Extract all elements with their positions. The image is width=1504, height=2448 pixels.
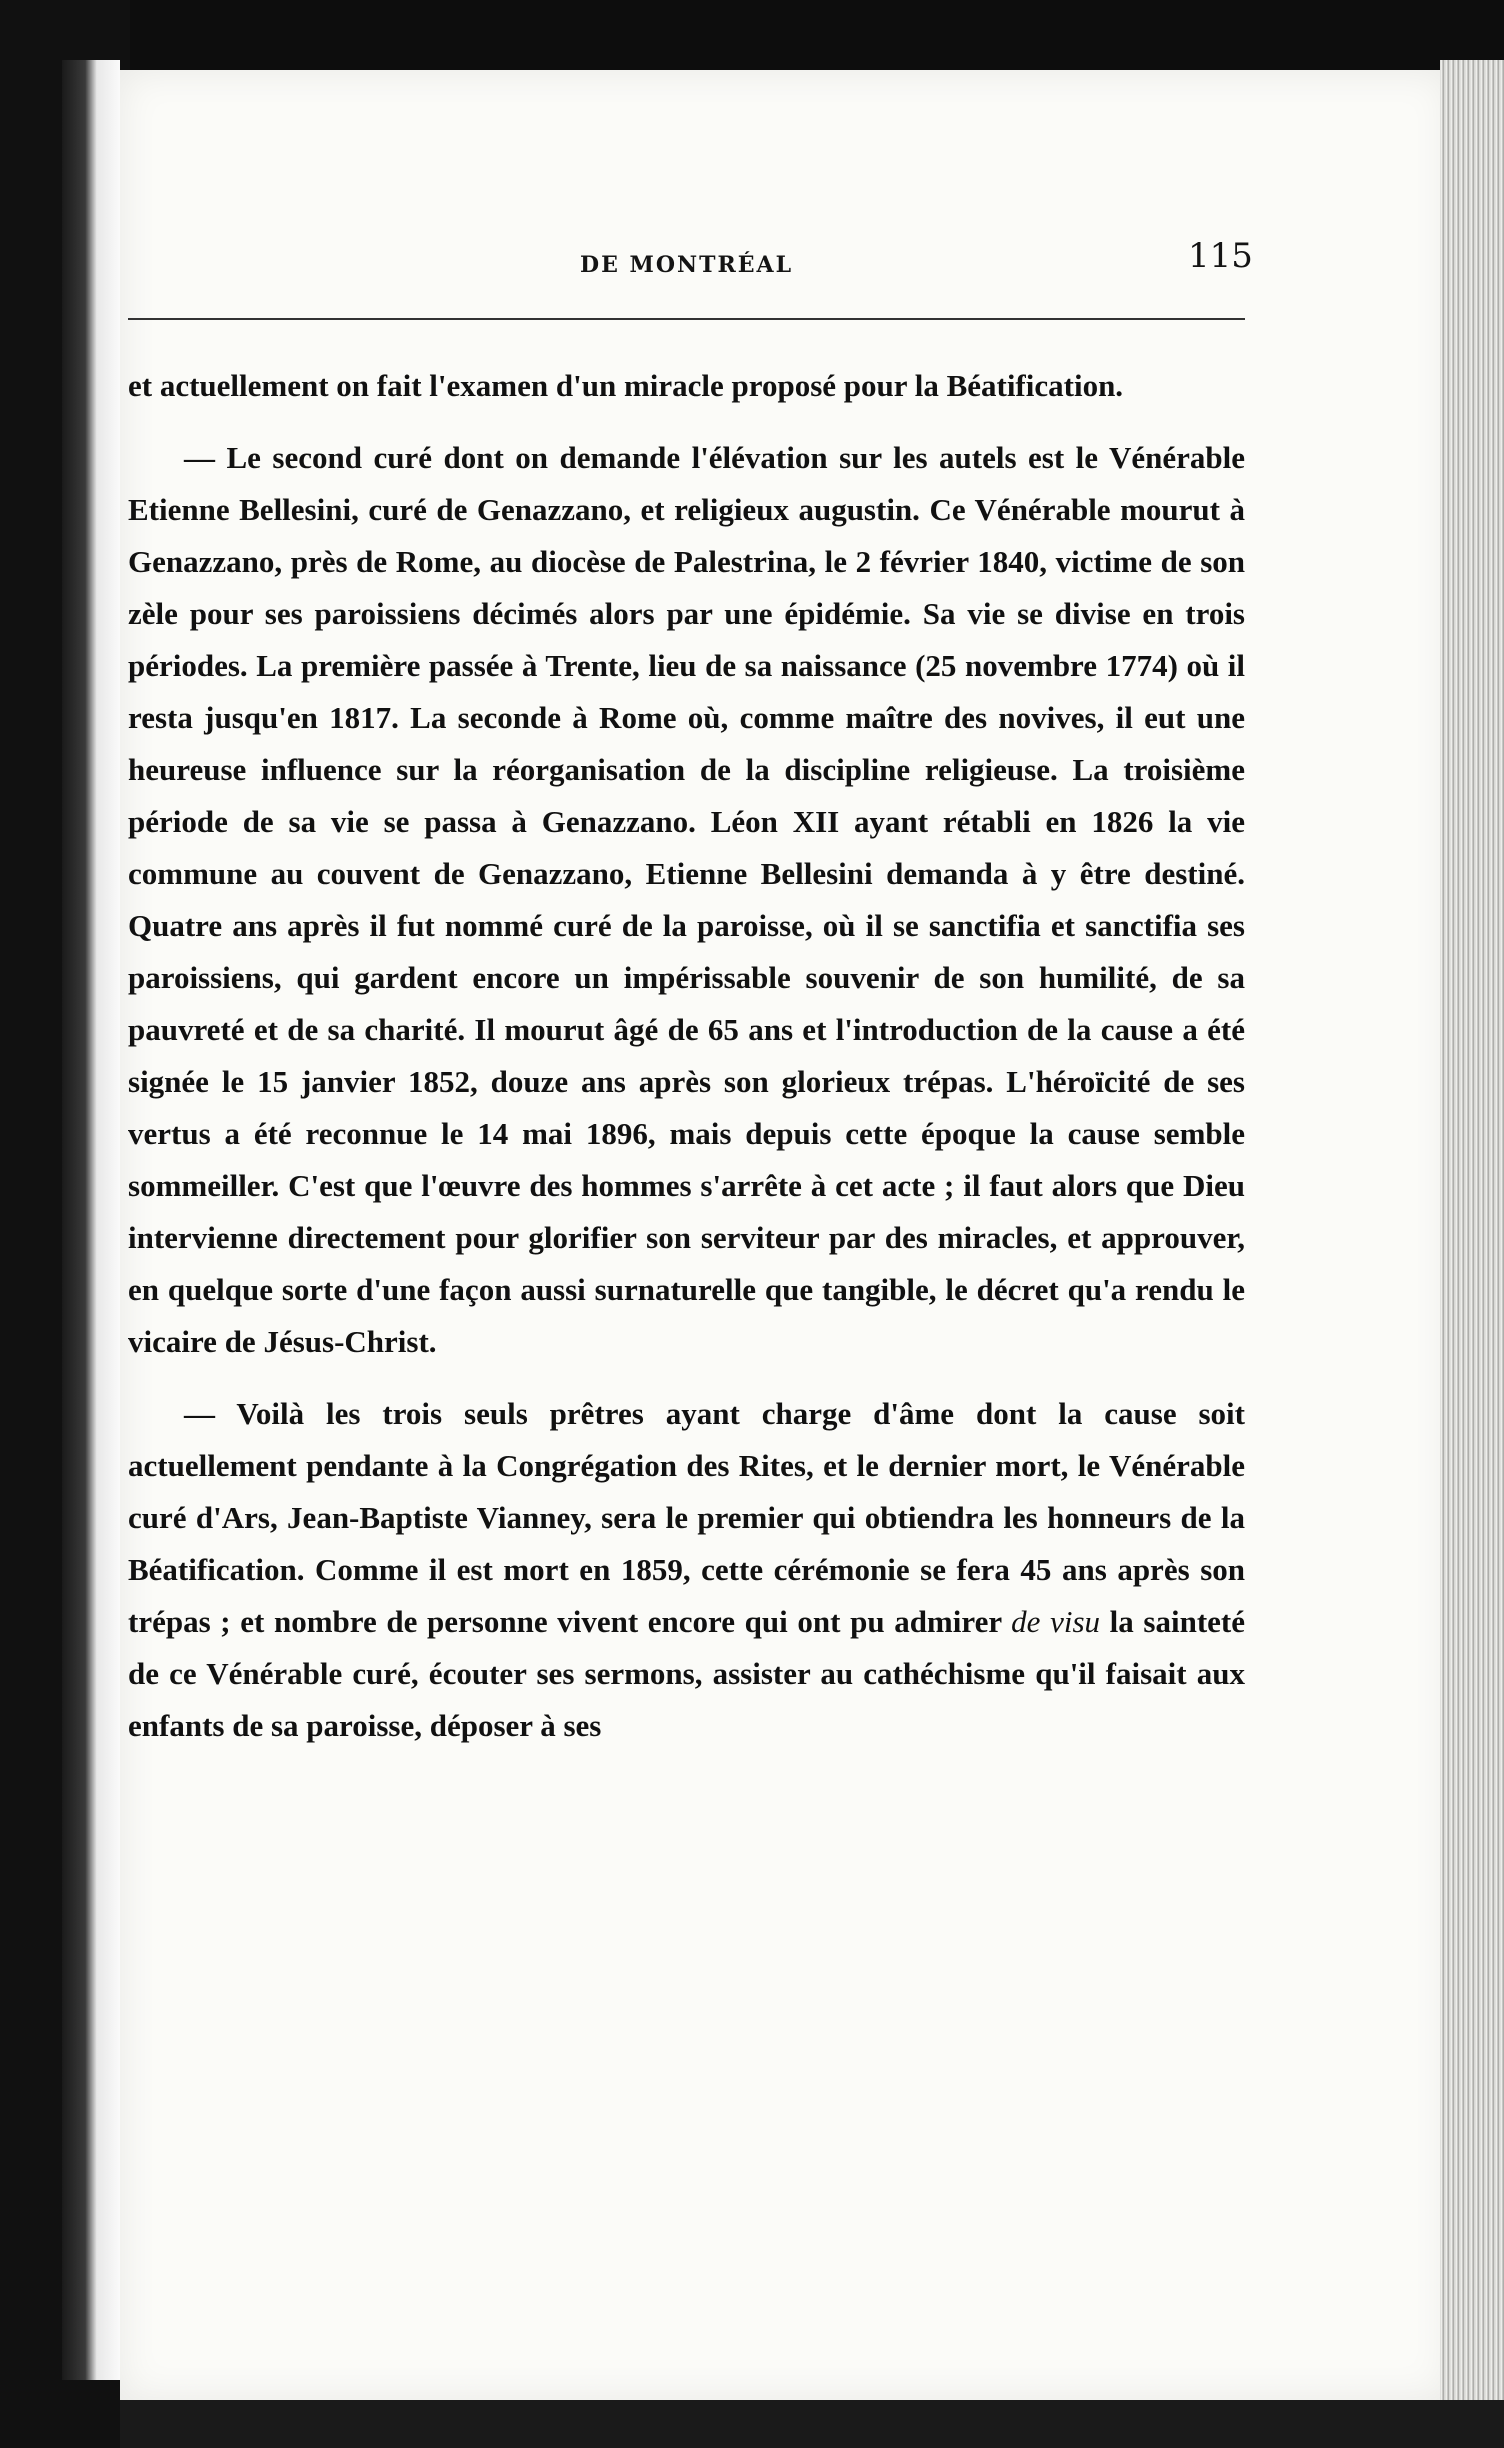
paragraph-3-italic-phrase: de visu [1011, 1604, 1101, 1639]
paragraph-3-text-end: la sainteté de ce Vénérable curé, écouter ses sermons, assister au cathéchisme qu'il faisait aux enfants de sa paroisse, déposer à ses [128, 1604, 1245, 1743]
bottom-shadow [120, 2400, 1504, 2448]
running-head: DE MONTRÉAL [580, 252, 794, 278]
paragraph-3 [128, 1388, 1245, 1752]
paragraph-3-text-start: — Voilà les trois seuls prêtres ayant charge d'âme dont la cause soit actuellement pendante à la Congrégation des Rites, et le dernier mort, le Vénérable curé d'Ars, Jean-Baptiste Vianney, sera le premier qui obtiendra les honneurs de la Béatification. Comme il est mort en 1859, cette cérémonie se fera 45 ans après son trépas ; et nombre de personne vivent encore qui ont pu admirer [128, 1396, 1245, 1639]
paragraph-1: et actuellement on fait l'examen d'un miracle proposé pour la Béatification. [128, 368, 1124, 403]
page-stack-edge [1440, 60, 1504, 2400]
previous-page-edge [62, 60, 120, 2380]
page-number: 115 [1188, 236, 1253, 276]
header-rule [128, 318, 1245, 320]
page-body [128, 360, 1245, 1752]
paragraph-2: — Le second curé dont on demande l'élévation sur les autels est le Vénérable Etienne Bellesini, curé de Genazzano, et religieux augustin. Ce Vénérable mourut à Genazzano, près de Rome, au diocèse de Palestrina, le 2 février 1840, victime de son zèle pour ses paroissiens décimés alors par une épidémie. Sa vie se divise en trois périodes. La première passée à Trente, lieu de sa naissance (25 novembre 1774) où il resta jusqu'en 1817. La seconde à Rome où, comme maître des novives, il eut une heureuse influence sur la réorganisation de la discipline religieuse. La troisième période de sa vie se passa à Genazzano. Léon XII ayant rétabli en 1826 la vie commune au couvent de Genazzano, Etienne Bellesini demanda à y être destiné. Quatre ans après il fut nommé curé de la paroisse, où il se sanctifia et sanctifia ses paroissiens, qui gardent encore un impérissable souvenir de son humilité, de sa pauvreté et de sa charité. Il mourut âgé de 65 ans et l'introduction de la cause a été signée le 15 janvier 1852, douze ans après son glorieux trépas. L'héroïcité de ses vertus a été reconnue le 14 mai 1896, mais depuis cette époque la cause semble sommeiller. C'est que l'œuvre des hommes s'arrête à cet acte ; il faut alors que Dieu intervienne directement pour glorifier son serviteur par des miracles, et approuver, en quelque sorte d'une façon aussi surnaturelle que tangible, le décret qu'a rendu le vicaire de Jésus-Christ. [128, 440, 1245, 1359]
